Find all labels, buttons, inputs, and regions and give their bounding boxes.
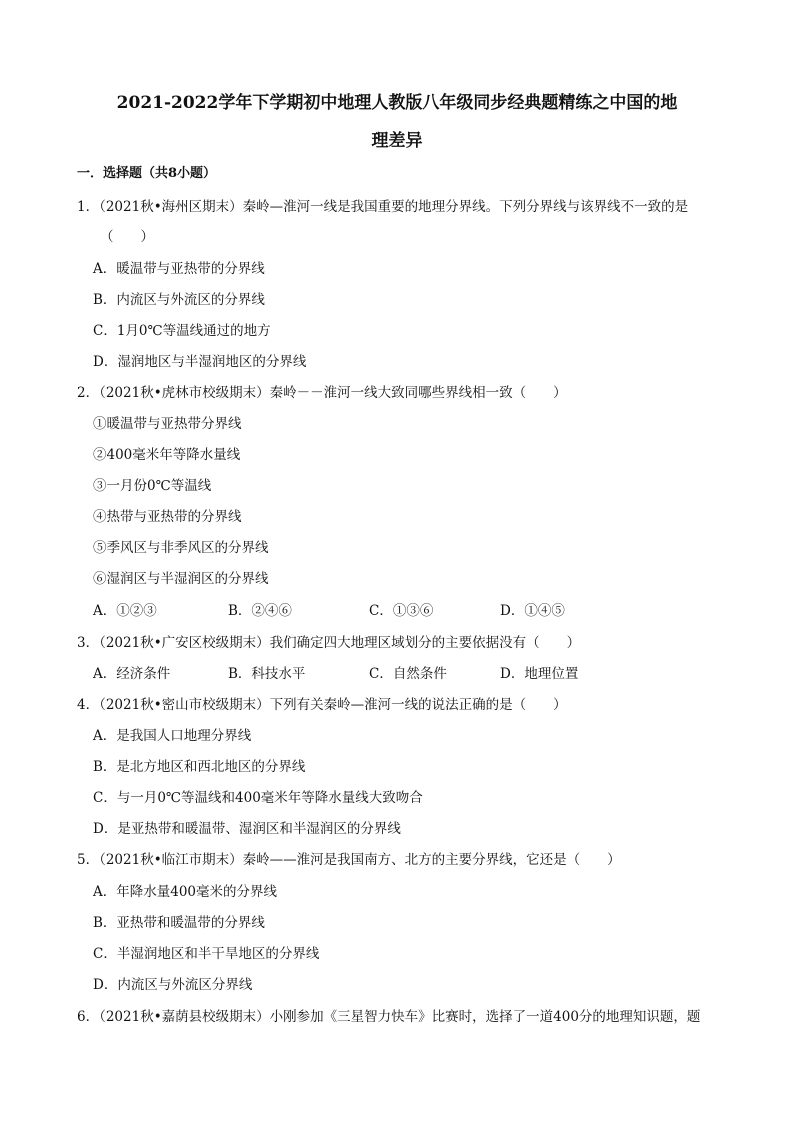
question-2-item-1: ①暖温带与亚热带分界线 — [93, 416, 242, 432]
question-2-item-4: ④热带与亚热带的分界线 — [93, 509, 242, 525]
question-6-stem: 6．（2021秋•嘉荫县校级期末）小刚参加《三星智力快车》比赛时，选择了一道400分的地理知识题，题 — [77, 1009, 701, 1025]
question-4-option-c: C．与一月0℃等温线和400毫米年等降水量线大致吻合 — [93, 790, 423, 806]
question-2-option-a: A．①②③ — [93, 603, 157, 619]
question-1-stem: 1．（2021秋•海州区期末）秦岭—淮河一线是我国重要的地理分界线。下列分界线与该界线不一致的是 — [77, 199, 689, 215]
question-3-option-d: D．地理位置 — [500, 666, 579, 682]
question-1-stem-cont: （ ） — [100, 229, 154, 245]
question-3-option-b: B．科技水平 — [228, 666, 306, 682]
title-line-2: 理差异 — [371, 131, 423, 151]
question-4-option-b: B．是北方地区和西北地区的分界线 — [93, 759, 306, 775]
question-1-option-b: B．内流区与外流区的分界线 — [93, 292, 265, 308]
page-title — [70, 84, 724, 160]
question-5-stem: 5．（2021秋•临江市期末）秦岭——淮河是我国南方、北方的主要分界线，它还是（ ） — [77, 852, 621, 868]
question-4-option-d: D．是亚热带和暖温带、湿润区和半湿润区的分界线 — [93, 821, 401, 837]
question-4-option-a: A．是我国人口地理分界线 — [93, 728, 252, 744]
question-3-option-c: C．自然条件 — [369, 666, 447, 682]
question-5-option-a: A．年降水量400毫米的分界线 — [93, 884, 278, 900]
question-2-item-5: ⑤季风区与非季风区的分界线 — [93, 540, 269, 556]
question-1-option-a: A．暖温带与亚热带的分界线 — [93, 261, 265, 277]
question-2-item-3: ③一月份0℃等温线 — [93, 478, 212, 494]
question-2-item-2: ②400毫米年等降水量线 — [93, 447, 241, 463]
question-5-option-b: B．亚热带和暖温带的分界线 — [93, 915, 265, 931]
question-4-stem: 4．（2021秋•密山市校级期末）下列有关秦岭—淮河一线的说法正确的是（ ） — [77, 697, 567, 713]
question-2-stem: 2．（2021秋•虎林市校级期末）秦岭－－淮河一线大致同哪些界线相一致（ ） — [77, 385, 567, 401]
question-2-item-6: ⑥湿润区与半湿润区的分界线 — [93, 571, 269, 587]
question-3-option-a: A．经济条件 — [93, 666, 171, 682]
question-2-option-c: C．①③⑥ — [369, 603, 434, 619]
section-heading: 一．选择题（共8小题） — [77, 166, 217, 181]
question-1-option-d: D．湿润地区与半湿润地区的分界线 — [93, 354, 307, 370]
question-3-stem: 3．（2021秋•广安区校级期末）我们确定四大地理区域划分的主要依据没有（ ） — [77, 635, 581, 651]
title-line-1: 2021-2022学年下学期初中地理人教版八年级同步经典题精练之中国的地 — [116, 93, 678, 113]
question-2-option-b: B．②④⑥ — [228, 603, 292, 619]
question-2-option-d: D．①④⑤ — [500, 603, 565, 619]
question-5-option-d: D．内流区与外流区分界线 — [93, 977, 253, 993]
question-1-option-c: C．1月0℃等温线通过的地方 — [93, 323, 271, 339]
question-5-option-c: C．半湿润地区和半干旱地区的分界线 — [93, 946, 320, 962]
